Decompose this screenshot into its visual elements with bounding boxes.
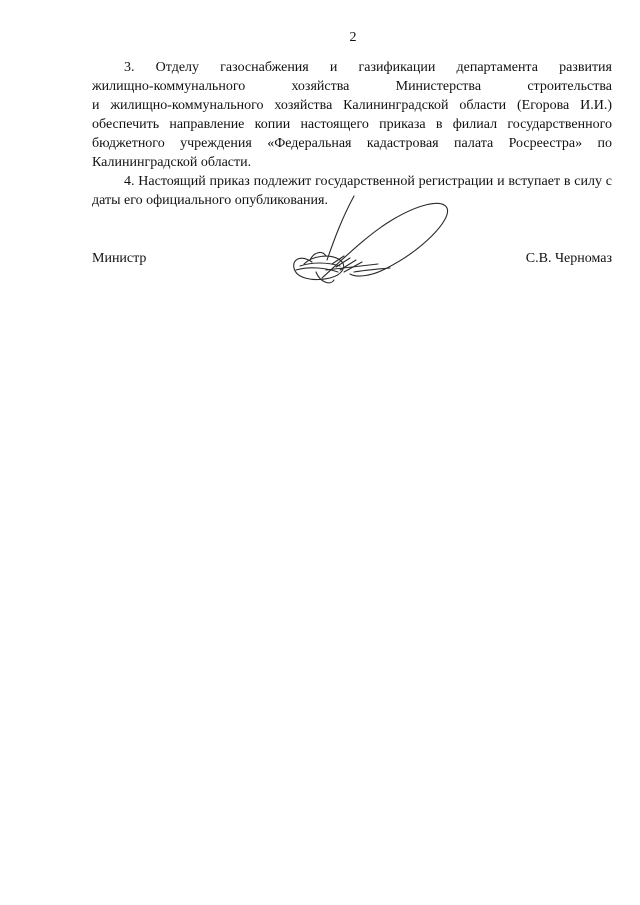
paragraph-3 bbox=[92, 58, 612, 172]
signatory-title: Министр bbox=[92, 251, 147, 266]
paragraph-3-rest: и жилищно-коммунального хозяйства Калининградской области (Егорова И.И.) обеспечить направление копии настоящего приказа в филиал государственного бюджетного учреждения «Федеральная кадастровая палата Росреестра» по Калининградской области. bbox=[92, 98, 612, 170]
paragraph-3-line-1: 3. Отделу газоснабжения и газификации департамента развития bbox=[124, 60, 612, 75]
document-body bbox=[92, 58, 612, 210]
paragraph-4: 4. Настоящий приказ подлежит государственной регистрации и вступает в силу с даты его официального опубликования. bbox=[92, 174, 612, 208]
signatory-name: С.В. Черномаз bbox=[525, 251, 612, 266]
paragraph-3-line-2: жилищно-коммунального хозяйства Министерства строительства bbox=[92, 79, 612, 94]
handwritten-signature bbox=[282, 190, 452, 290]
page-number: 2 bbox=[349, 30, 357, 45]
